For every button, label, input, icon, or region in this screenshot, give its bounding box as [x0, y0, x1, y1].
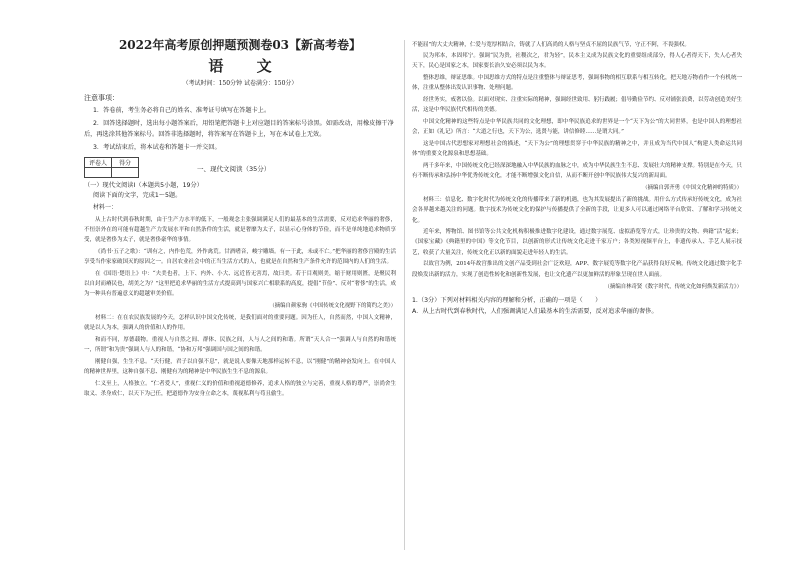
score-table	[84, 157, 139, 178]
column-divider	[404, 40, 405, 550]
question-stem: 1.（3分）下列对材料相关内容的理解和分析，正确的一项是（ ）	[412, 296, 602, 304]
question-option-a[interactable]: A．从上古时代到春秋时代，人们强调满足人们最基本的生活需要，反对追求华丽的奢侈。	[412, 307, 658, 315]
exam-title: 2022年高考原创押题预测卷03【新高考卷】	[118, 38, 362, 52]
score-table-score-header: 得分	[112, 158, 139, 168]
exam-meta: （考试时间：150分钟 试卷满分：150分）	[182, 80, 298, 87]
left-column	[84, 38, 396, 401]
paragraph: 不能屈”的大丈夫精神，仁爱与宽厚相结合，铸就了人们高尚的人格与坚贞不屈的民族气节，守正不阿，不畏强权。	[412, 41, 690, 48]
source-citation: （摘编自郭齐勇《中国文化精神的特质》）	[642, 185, 742, 192]
source-citation: （摘编自林奇贤《数字时代，传统文化如何焕发新活力》）	[604, 283, 742, 290]
score-row	[84, 157, 396, 178]
score-table-grader-cell	[85, 168, 112, 178]
right-column	[412, 38, 742, 317]
subject-title: 语 文	[208, 57, 286, 75]
paragraph: 中国文化精神的这些特点是中华民族共同的文化理想，即中华民族追求的世界是一个“天下为公”的大同世界，也是中国人的理想社会，正如《礼记》所言：“大道之行也，天下为公，选贤与能，讲信修睦……是谓大同。”	[412, 118, 742, 136]
note-item: 2．回答选择题时，选出每小题答案后，用铅笔把答题卡上对应题目的答案标号涂黑。如需改动，用橡皮擦干净后，再选涂其他答案标号。回答非选择题时，将答案写在答题卡上，写在本试卷上无效。	[84, 119, 394, 138]
paragraph: 材料三：信息化、数字化时代为传统文化的传播带来了新的机遇，也为其发展提出了新的挑战。用什么方式传承好传统文化，成为社会各界越来越关注的问题。数字技术为传统文化的保护与传播提供了全新的手段，让更多人可以通过网络平台欣赏、了解和学习传统文化。	[412, 197, 743, 224]
note-item: 1．答卷前，考生务必将自己的姓名、准考证号填写在答题卡上。	[93, 107, 271, 114]
paragraph: 以故宫为例，2014年故宫推出的文创产品受到社会广泛欢迎，APP、数字展览等数字化产品获得良好反响，传统文化通过数字化手段焕发出新的活力，实现了创造性转化和创新性发展，也让文化遗产以更加鲜活的形象呈现在世人面前。	[412, 261, 742, 278]
score-table-grader-header: 评卷人	[85, 158, 112, 168]
subsection-title: （一）现代文阅读Ⅰ（本题共5小题，19分）	[84, 182, 203, 189]
paragraph: 在《国语·楚语上》中：“夫美也者，上下、内外、小大、远近皆无害焉，故曰美。若于目观则美，缩于财用则匮，是聚民利以自封而瘠民也，胡美之为？”这里把追求华丽的生活方式提高到与国家兴亡相联系的高度，提倡“节俭”、反对“奢侈”的生活，成为一种具有普遍意义的超越审美价值。	[84, 270, 396, 297]
score-table-score-cell	[112, 168, 139, 178]
paragraph: 整体思维，辩证思维。中国思维方式的特点是注重整体与辩证思考，强调事物的相互联系与相互转化，把天地万物看作一个有机统一体，注重从整体出发认识事物、处理问题。	[412, 75, 743, 92]
note-item: 3．考试结束后，将本试卷和答题卡一并交回。	[93, 143, 221, 151]
notes-heading: 注意事项：	[84, 94, 119, 102]
paragraph: 和而不同，厚德载物。重视人与自然之间、群体、民族之间，人与人之间的和谐。所谓“天人合一”强调人与自然的和谐统一，所谓“和为贵”强调人与人的和谐，“协和万邦”强调国与国之间的和谐。	[84, 337, 396, 354]
paragraph: 刚健自强，生生不息。“天行健，君子以自强不息”，就是说人要像天地那样运转不息，以“刚健”的精神奋发向上。在中国人的精神世界里，这种自强不息、刚健有为的精神是中华民族生生不息的源泉。	[84, 358, 396, 376]
instruction: 阅读下面的文字，完成1～5题。	[93, 192, 182, 199]
paragraph: 仁义至上，人格独立。“仁者爱人”，重视仁义的价值和重视道德修养，追求人格的独立与完善，重视人格的尊严，崇尚舍生取义、杀身成仁，以天下为己任，把道德作为安身立命之本，蔑视私利与苟且偷生。	[84, 380, 396, 398]
paragraph: 从上古时代到春秋时期，由于生产力水平的低下，一般观念主张强调满足人们的最基本的生活需要，反对追求华丽的奢侈，不恒崇外在的可能有超越生产力发展水平和自然条件的生活，就是奢靡为太子，以显示心身体的节俭，而不是单纯地追求物质享受，就是奢侈为太子，就是奢侈豪华的事情。	[84, 216, 396, 243]
paragraph: 材料二：在在农民族发展的今天，怎样认识中国文化传统，是我们面对的重要问题。因为任人，自然而然，中国人文精神，就是以人为本，强调人的价值和人的作用。	[84, 315, 396, 332]
paragraph: 这是中国古代思想家对理想社会的描述，“天下为公”的理想贯穿于中华民族的精神之中，并且成为当代中国人“构建人类命运共同体”的重要文化源泉和思想基础。	[412, 140, 742, 158]
paragraph: 《尚书·五子之歌》：“训有之，内作色荒，外作禽荒。甘酒嗜音，峻宇雕墙。有一于此，未或不亡。”把华丽的奢侈宫殿的生活享受当作家家破国灭的原因之一。自居农业社会中的正当生活方式的人，也就是在自然和生产条件允许的范围内的人们的生活。	[84, 248, 396, 265]
paragraph: 近年来，博物馆、图书馆等公共文化机构积极推进数字化建设，通过数字展览、虚拟游览等方式，让珍贵的文物、典籍“活”起来；《国家宝藏》《典籍里的中国》等文化节目，以创新的形式让传统文化走进千家万户；各类短视频平台上，非遗传承人、手艺人展示技艺，收获了大量关注，传统文化正以新的面貌走进年轻人的生活。	[412, 229, 742, 256]
source-citation: （摘编自颜家驹《中国传统文化视野下的简约之美》）	[269, 303, 396, 310]
paragraph: 两千多年来，中国传统文化已经深深地融入中华民族的血脉之中，成为中华民族生生不息、发展壮大的精神支撑。特别是在今天，只有不断传承和弘扬中华优秀传统文化，才能不断增强文化自信，从而不断开创中华民族伟大复兴的新局面。	[412, 162, 743, 179]
section-title: 一、现代文阅读（35分）	[197, 165, 271, 173]
paragraph: 经世务实，戒奢以俭。以面对现实、注重实际的精神，强调经世致用、躬行践履；倡导勤俭节约、反对铺张浪费，以劳动创造美好生活，这是中华民族代代相传的美德。	[412, 97, 743, 114]
material1-label: 材料一：	[93, 204, 118, 211]
paragraph: 民为邦本，本固邦宁。强调“民为贵，社稷次之，君为轻”，民本主义成为民族文化的重要组成部分，得人心者得天下，失人心者失天下，民心是国家之本，国家要长治久安必须以民为本。	[412, 53, 742, 70]
